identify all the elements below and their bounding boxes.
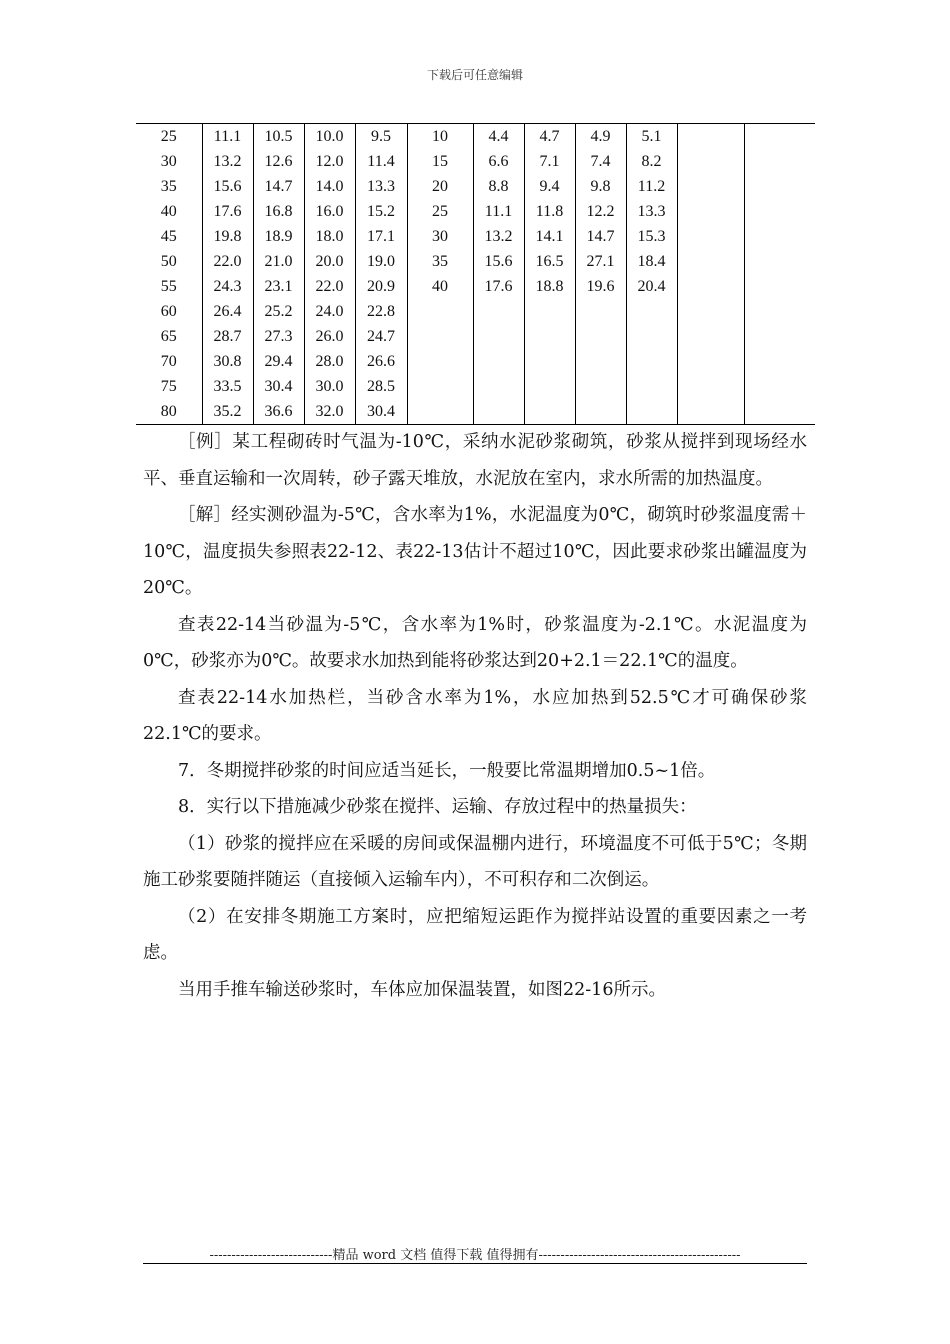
table-cell: [677, 349, 744, 374]
table-cell: [677, 224, 744, 249]
table-cell: [575, 324, 626, 349]
table-cell: [677, 274, 744, 299]
table-cell: 35: [407, 249, 473, 274]
table-cell: [626, 349, 677, 374]
table-cell: [744, 274, 815, 299]
table-cell: 14.0: [304, 174, 355, 199]
table-cell: 27.1: [575, 249, 626, 274]
table-cell: 26.4: [202, 299, 253, 324]
table-cell: [677, 374, 744, 399]
table-cell: 24.3: [202, 274, 253, 299]
table-cell: 35.2: [202, 399, 253, 425]
table-cell: [677, 299, 744, 324]
table-row: [136, 299, 815, 324]
table-cell: [407, 299, 473, 324]
table-cell: 40: [407, 274, 473, 299]
table-cell: [524, 324, 575, 349]
table-cell: 29.4: [253, 349, 304, 374]
table-cell: 13.3: [355, 174, 407, 199]
table-cell: [677, 124, 744, 150]
table-cell: 9.5: [355, 124, 407, 150]
table-cell: [744, 399, 815, 425]
table-cell: 25.2: [253, 299, 304, 324]
table-cell: 15.2: [355, 199, 407, 224]
table-cell: [677, 399, 744, 425]
table-cell: 30: [407, 224, 473, 249]
table-cell: 65: [160, 328, 177, 345]
table-cell: 9.8: [575, 174, 626, 199]
table-cell: [575, 399, 626, 425]
table-cell: [626, 299, 677, 324]
table-cell: 13.2: [202, 149, 253, 174]
table-cell: 60: [160, 303, 177, 320]
table-cell: 30.0: [304, 374, 355, 399]
table-cell: [524, 374, 575, 399]
table-cell: 22.0: [304, 274, 355, 299]
table-row: [136, 149, 815, 174]
table-cell: 22.8: [355, 299, 407, 324]
page-header: 下载后可任意编辑: [426, 68, 523, 82]
table-cell: [575, 349, 626, 374]
table-row: [136, 224, 815, 249]
table-cell: [744, 124, 815, 150]
table-cell: [677, 199, 744, 224]
table-cell: [744, 324, 815, 349]
body-text: [143, 424, 807, 1008]
table-cell: 25: [407, 199, 473, 224]
table-row: [136, 349, 815, 374]
table-cell: 30.4: [355, 399, 407, 425]
table-cell: [524, 399, 575, 425]
table-cell: [626, 324, 677, 349]
item-8-1-paragraph: （1）砂浆的搅拌应在采暖的房间或保温棚内进行，环境温度不可低于5℃；冬期施工砂浆要随拌随运（直接倾入运输车内），不可积存和二次倒运。: [143, 833, 807, 890]
table-row: [136, 399, 815, 425]
table-cell: 14.7: [575, 224, 626, 249]
table-cell: 11.4: [355, 149, 407, 174]
table-cell: [473, 299, 524, 324]
table-cell: [473, 349, 524, 374]
table-cell: [473, 324, 524, 349]
table-cell: 19.8: [202, 224, 253, 249]
table-cell: 30: [160, 153, 177, 170]
table-cell: 20.4: [626, 274, 677, 299]
table-row: [136, 199, 815, 224]
table-cell: 30.4: [253, 374, 304, 399]
table-cell: 33.5: [202, 374, 253, 399]
data-table: [136, 123, 815, 425]
table-cell: 12.2: [575, 199, 626, 224]
table-cell: 32.0: [304, 399, 355, 425]
table-cell: [744, 174, 815, 199]
table-cell: 15.6: [202, 174, 253, 199]
table-cell: 10.5: [253, 124, 304, 150]
table-cell: 18.4: [626, 249, 677, 274]
table-cell: 23.1: [253, 274, 304, 299]
page-footer: ----------------------------精品 word 文档 值得下载 值得拥有----------------------------------------------: [209, 1248, 741, 1263]
table-cell: 21.0: [253, 249, 304, 274]
table-cell: 26.6: [355, 349, 407, 374]
table-cell: 28.0: [304, 349, 355, 374]
table-cell: 11.8: [524, 199, 575, 224]
item-8-paragraph: 8．实行以下措施减少砂浆在搅拌、运输、存放过程中的热量损失：: [178, 797, 697, 817]
table-cell: 5.1: [626, 124, 677, 150]
table-cell: 17.6: [473, 274, 524, 299]
table-cell: 11.2: [626, 174, 677, 199]
table-cell: 17.1: [355, 224, 407, 249]
table-cell: 7.4: [575, 149, 626, 174]
table-cell: 10: [407, 124, 473, 150]
table-cell: 28.7: [202, 324, 253, 349]
table-cell: 45: [160, 228, 177, 245]
table-cell: 19.0: [355, 249, 407, 274]
table-cell: 11.1: [473, 199, 524, 224]
item-7-paragraph: 7．冬期搅拌砂浆的时间应适当延长，一般要比常温期增加0.5~1倍。: [178, 760, 716, 781]
table-cell: 25: [136, 124, 202, 150]
table-cell: 13.2: [473, 224, 524, 249]
table-cell: 26.0: [304, 324, 355, 349]
table-cell: 9.4: [524, 174, 575, 199]
footer-rule: [143, 1263, 807, 1264]
table-cell: 75: [160, 378, 177, 395]
table-cell: 55: [160, 278, 177, 295]
table-cell: 16.8: [253, 199, 304, 224]
table-cell: [575, 299, 626, 324]
table-cell: [677, 174, 744, 199]
table-cell: 30.8: [202, 349, 253, 374]
table-cell: 80: [136, 399, 202, 425]
table-cell: [407, 399, 473, 425]
table-cell: 19.6: [575, 274, 626, 299]
table-cell: 36.6: [253, 399, 304, 425]
table-cell: 70: [160, 353, 177, 370]
table-cell: 35: [160, 178, 177, 195]
table-cell: 10.0: [304, 124, 355, 150]
table-cell: [407, 374, 473, 399]
table-cell: 50: [160, 253, 177, 270]
table-cell: 20.0: [304, 249, 355, 274]
table-cell: 27.3: [253, 324, 304, 349]
table-cell: 11.1: [202, 124, 253, 150]
table-cell: [473, 399, 524, 425]
table-cell: 18.8: [524, 274, 575, 299]
table-cell: [407, 324, 473, 349]
table-cell: 13.3: [626, 199, 677, 224]
table-cell: [524, 299, 575, 324]
table-cell: [677, 324, 744, 349]
table-cell: [744, 249, 815, 274]
lookup-paragraph: 查表22-14当砂温为-5℃，含水率为1%时，砂浆温度为-2.1℃。水泥温度为0℃，砂浆亦为0℃。故要求水加热到能将砂浆达到20+2.1＝22.1℃的温度。: [143, 614, 807, 671]
table-row: [136, 124, 815, 150]
table-cell: [744, 224, 815, 249]
example-paragraph: ［例］某工程砌砖时气温为-10℃，采纳水泥砂浆砌筑，砂浆从搅拌到现场经水平、垂直运输和一次周转，砂子露天堆放，水泥放在室内，求水所需的加热温度。: [143, 432, 807, 489]
table-cell: 14.1: [524, 224, 575, 249]
heating-paragraph: 查表22-14水加热栏，当砂含水率为1%，水应加热到52.5℃才可确保砂浆22.1℃的要求。: [143, 687, 807, 744]
table-cell: 40: [160, 203, 177, 220]
table-cell: [626, 399, 677, 425]
table-cell: [744, 374, 815, 399]
table-cell: 15.6: [473, 249, 524, 274]
table-cell: 8.2: [626, 149, 677, 174]
table-row: [136, 374, 815, 399]
table-cell: [473, 374, 524, 399]
table-cell: 14.7: [253, 174, 304, 199]
table-cell: 4.9: [575, 124, 626, 150]
table-cell: 7.1: [524, 149, 575, 174]
table-cell: [407, 349, 473, 374]
table-cell: [744, 149, 815, 174]
table-cell: 18.0: [304, 224, 355, 249]
table-row: [136, 324, 815, 349]
table-cell: 17.6: [202, 199, 253, 224]
table-cell: 20.9: [355, 274, 407, 299]
table-cell: 20: [407, 174, 473, 199]
table-cell: [744, 349, 815, 374]
solution-paragraph: ［解］经实测砂温为-5℃，含水率为1%，水泥温度为0℃，砌筑时砂浆温度需＋10℃，温度损失参照表22-12、表22-13估计不超过10℃，因此要求砂浆出罐温度为20℃。: [143, 505, 807, 598]
table-cell: 12.6: [253, 149, 304, 174]
table-cell: [744, 199, 815, 224]
table-cell: 24.7: [355, 324, 407, 349]
table-cell: [524, 349, 575, 374]
table-cell: 28.5: [355, 374, 407, 399]
table-cell: 4.7: [524, 124, 575, 150]
table-cell: [677, 149, 744, 174]
table-cell: 4.4: [473, 124, 524, 150]
table-cell: 16.5: [524, 249, 575, 274]
table-cell: 16.0: [304, 199, 355, 224]
cart-paragraph: 当用手推车输送砂浆时，车体应加保温装置，如图22-16所示。: [178, 979, 666, 1000]
table-cell: 12.0: [304, 149, 355, 174]
table-cell: [626, 374, 677, 399]
table-cell: 24.0: [304, 299, 355, 324]
table-cell: 6.6: [473, 149, 524, 174]
table-cell: [575, 374, 626, 399]
table-cell: 15: [407, 149, 473, 174]
table-cell: [677, 249, 744, 274]
table-cell: 8.8: [473, 174, 524, 199]
table-row: [136, 174, 815, 199]
table-cell: 22.0: [202, 249, 253, 274]
item-8-2-paragraph: （2）在安排冬期施工方案时，应把缩短运距作为搅拌站设置的重要因素之一考虑。: [143, 906, 807, 963]
table-cell: [744, 299, 815, 324]
table-cell: 15.3: [626, 224, 677, 249]
table-row: [136, 249, 815, 274]
table-cell: 18.9: [253, 224, 304, 249]
table-row: [136, 274, 815, 299]
